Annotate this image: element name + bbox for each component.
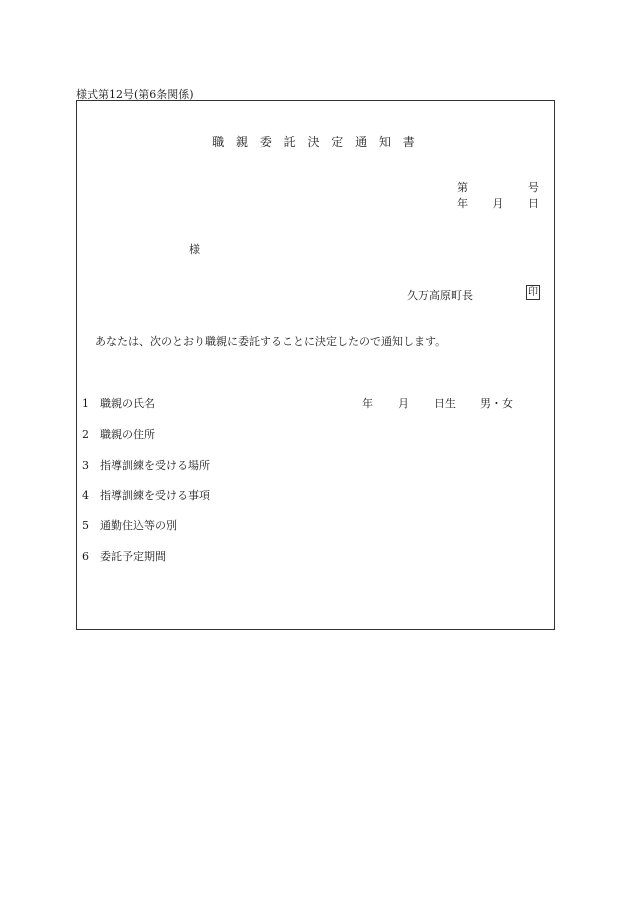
item-label: 委託予定期間 bbox=[100, 550, 166, 563]
list-item bbox=[82, 426, 155, 442]
list-item bbox=[82, 395, 155, 411]
item-label: 通勤住込等の別 bbox=[100, 519, 177, 532]
date-day: 日 bbox=[528, 197, 539, 210]
item-number: 2 bbox=[82, 428, 89, 441]
item-number: 3 bbox=[82, 459, 89, 472]
birth-date-sex bbox=[362, 395, 513, 411]
notice-body-text: あなたは、次のとおり職親に委託することに決定したので通知します。 bbox=[95, 335, 447, 348]
document-number-prefix: 第 bbox=[457, 181, 468, 194]
sex-choice: 男・女 bbox=[480, 397, 513, 410]
item-number: 1 bbox=[82, 397, 89, 410]
item-label: 職親の住所 bbox=[100, 428, 155, 441]
list-item bbox=[82, 457, 210, 473]
birth-month: 月 bbox=[398, 397, 409, 410]
seal-box: 印 bbox=[528, 287, 538, 298]
item-number: 5 bbox=[82, 519, 89, 532]
item-label: 職親の氏名 bbox=[100, 397, 155, 410]
notice-frame bbox=[76, 100, 555, 630]
item-number: 4 bbox=[82, 489, 89, 502]
issuer-name: 久万高原町長 bbox=[407, 289, 473, 302]
document-number bbox=[457, 179, 539, 195]
item-number: 6 bbox=[82, 550, 89, 563]
item-label: 指導訓練を受ける場所 bbox=[100, 459, 210, 472]
document-number-suffix: 号 bbox=[528, 181, 539, 194]
date-year: 年 bbox=[457, 197, 468, 210]
list-item bbox=[82, 517, 177, 533]
list-item bbox=[82, 548, 166, 564]
item-label: 指導訓練を受ける事項 bbox=[100, 489, 210, 502]
document-title: 職 親 委 託 決 定 通 知 書 bbox=[212, 135, 419, 149]
list-item bbox=[82, 487, 210, 503]
addressee-suffix: 様 bbox=[189, 243, 200, 256]
birth-year: 年 bbox=[362, 397, 373, 410]
form-number: 様式第12号(第6条関係) bbox=[76, 88, 194, 101]
date-month: 月 bbox=[492, 197, 504, 210]
document-date bbox=[457, 195, 539, 211]
birth-day: 日生 bbox=[434, 397, 456, 410]
